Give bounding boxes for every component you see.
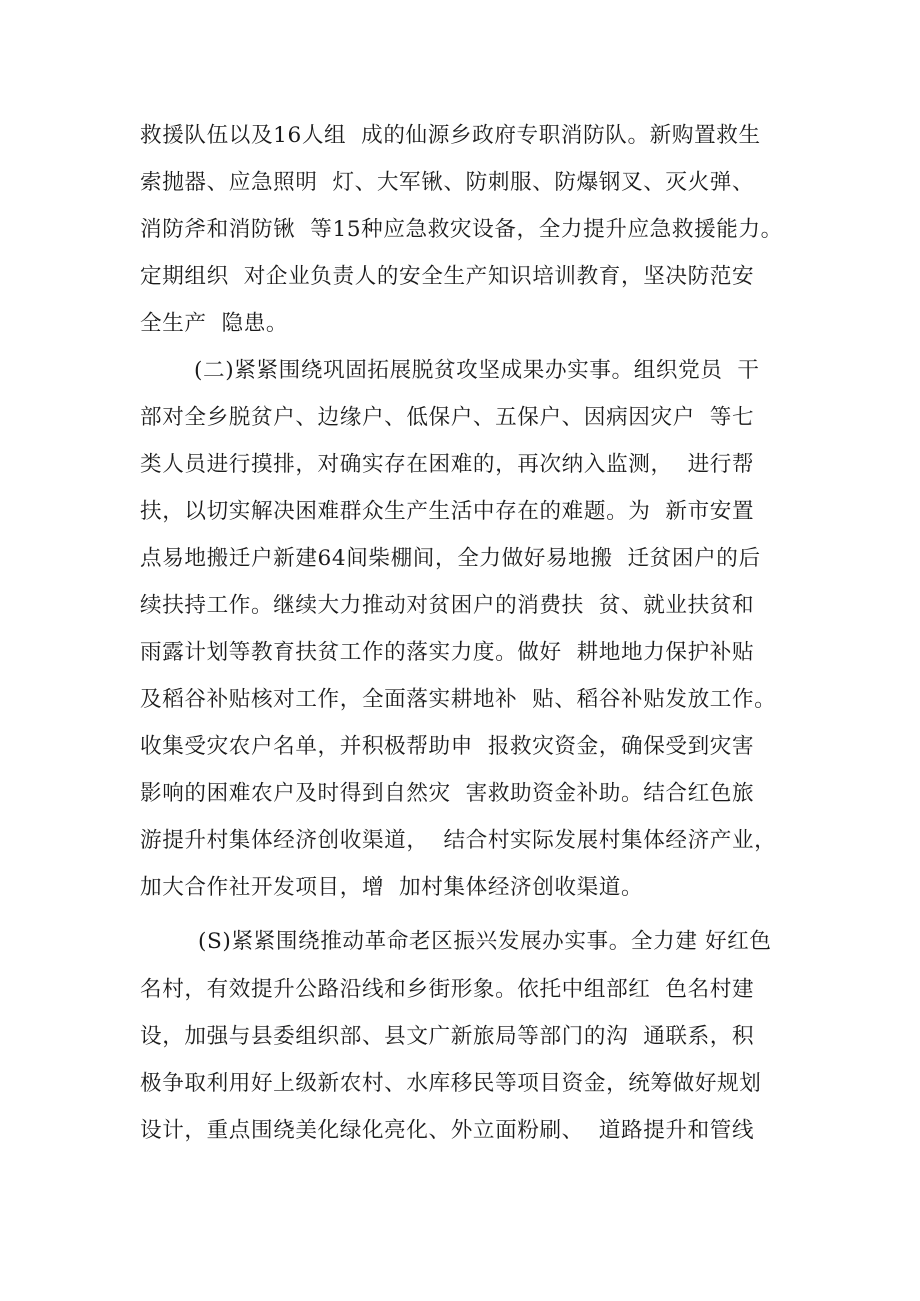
text-line: 收集受灾农户名单，并积极帮助申 报救灾资金，确保受到灾害 <box>140 734 755 759</box>
text-line: 加大合作社开发项目，增 加村集体经济创收渠道。 <box>140 875 644 900</box>
text-line: 点易地搬迁户新建64间柴棚间，全力做好易地搬 迁贫困户的后 <box>140 546 761 571</box>
text-line: 影响的困难农户及时得到自然灾 害救助资金补助。结合红色旅 <box>140 781 755 806</box>
text-line: 及稻谷补贴核对工作，全面落实耕地补 贴、稻谷补贴发放工作。 <box>140 687 777 712</box>
text-line: 部对全乡脱贫户、边缘户、低保户、五保户、因病因灾户 等七 <box>140 405 755 430</box>
text-line: 扶，以切实解决困难群众生产生活中存在的难题。为 新市安置 <box>140 499 755 524</box>
text-line: 名村，有效提升公路沿线和乡街形象。依托中组部红 色名村建 <box>140 977 755 1002</box>
section-heading-line: (二)紧紧围绕巩固拓展脱贫攻坚成果办实事。组织党员 干 <box>194 358 760 383</box>
text-line: 游提升村集体经济创收渠道， 结合村实际发展村集体经济产业， <box>140 828 777 853</box>
text-line: 定期组织 对企业负责人的安全生产知识培训教育，坚决防范安 <box>140 264 755 289</box>
text-line: 全生产 隐患。 <box>140 311 289 336</box>
text-line: 雨露计划等教育扶贫工作的落实力度。做好 耕地地力保护补贴 <box>140 640 755 665</box>
section-heading-line: (S)紧紧围绕推动革命老区振兴发展办实事。全力建 好红色 <box>198 929 772 954</box>
text-line: 设计，重点围绕美化绿化亮化、外立面粉刷、 道路提升和管线 <box>140 1118 755 1143</box>
text-line: 消防斧和消防锹 等15种应急救灾设备，全力提升应急救援能力。 <box>140 217 783 242</box>
text-line: 索抛器、应急照明 灯、大军锹、防刺服、防爆钢叉、灭火弹、 <box>140 170 755 195</box>
text-line: 类人员进行摸排，对确实存在困难的，再次纳入监测， 进行帮 <box>140 452 755 477</box>
text-line: 设，加强与县委组织部、县文广新旅局等部门的沟 通联系，积 <box>140 1024 755 1049</box>
text-line: 极争取利用好上级新农村、水库移民等项目资金，统筹做好规划 <box>140 1071 762 1096</box>
text-line: 救援队伍以及16人组 成的仙源乡政府专职消防队。新购置救生 <box>140 123 761 148</box>
text-line: 续扶持工作。继续大力推动对贫困户的消费扶 贫、就业扶贫和 <box>140 593 755 618</box>
